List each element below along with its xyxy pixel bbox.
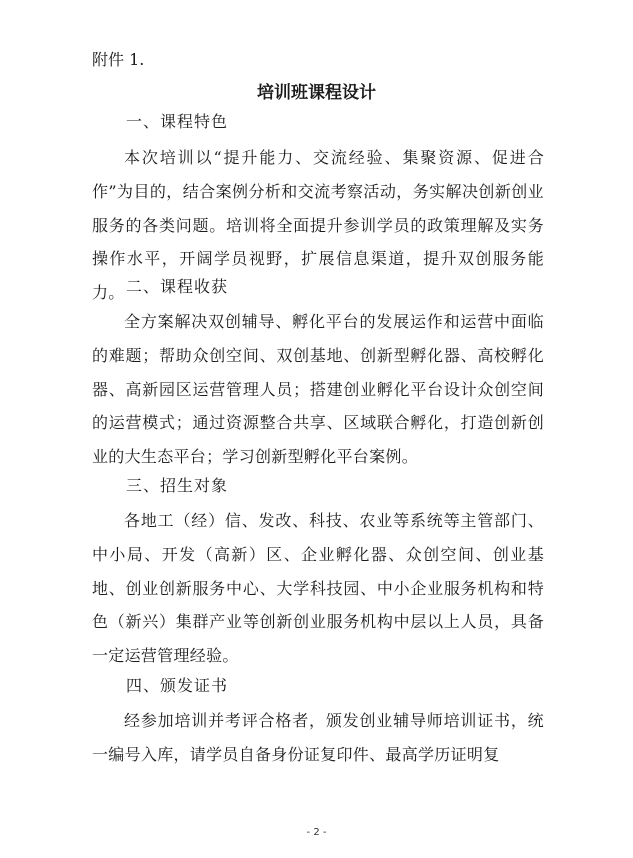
- section-paragraph-gains: 全方案解决双创辅导、孵化平台的发展运作和运营中面临的难题；帮助众创空间、双创基地、创新型孵化器、高校孵化器、高新园区运营管理人员；搭建创业孵化平台设计众创空间的运营模式；通过资源整合共享、区域联合孵化，打造创新创业的大生态平台；学习创新型孵化平台案例。: [92, 312, 544, 467]
- section-paragraph-certificate: 经参加培训并考评合格者，颁发创业辅导师培训证书，统一编号入库，请学员自备身份证复印件、最高学历证明复: [92, 711, 544, 764]
- section-heading-audience: 三、招生对象: [126, 476, 229, 495]
- section-heading-certificate: 四、颁发证书: [126, 676, 229, 695]
- page-number: - 2 -: [306, 827, 327, 838]
- section-paragraph-features: 本次培训以“提升能力、交流经验、集聚资源、促进合作”为目的，结合案例分析和交流考察活动，务实解决创新创业服务的各类问题。培训将全面提升参训学员的政策理解及实务操作水平，开阔学员视野，扩展信息渠道，提升双创服务能力。: [92, 148, 544, 303]
- section-paragraph-audience: 各地工（经）信、发改、科技、农业等系统等主管部门、中小局、开发（高新）区、企业孵化器、众创空间、创业基地、创业创新服务中心、大学科技园、中小企业服务机构和特色（新兴）集群产业等创新创业服务机构中层以上人员，具备一定运营管理经验。: [92, 511, 544, 666]
- section-heading-gains: 二、课程收获: [126, 277, 229, 296]
- section-heading-features: 一、课程特色: [126, 112, 229, 131]
- attachment-label: 附件 1.: [92, 50, 145, 69]
- document-title: 培训班课程设计: [257, 83, 376, 103]
